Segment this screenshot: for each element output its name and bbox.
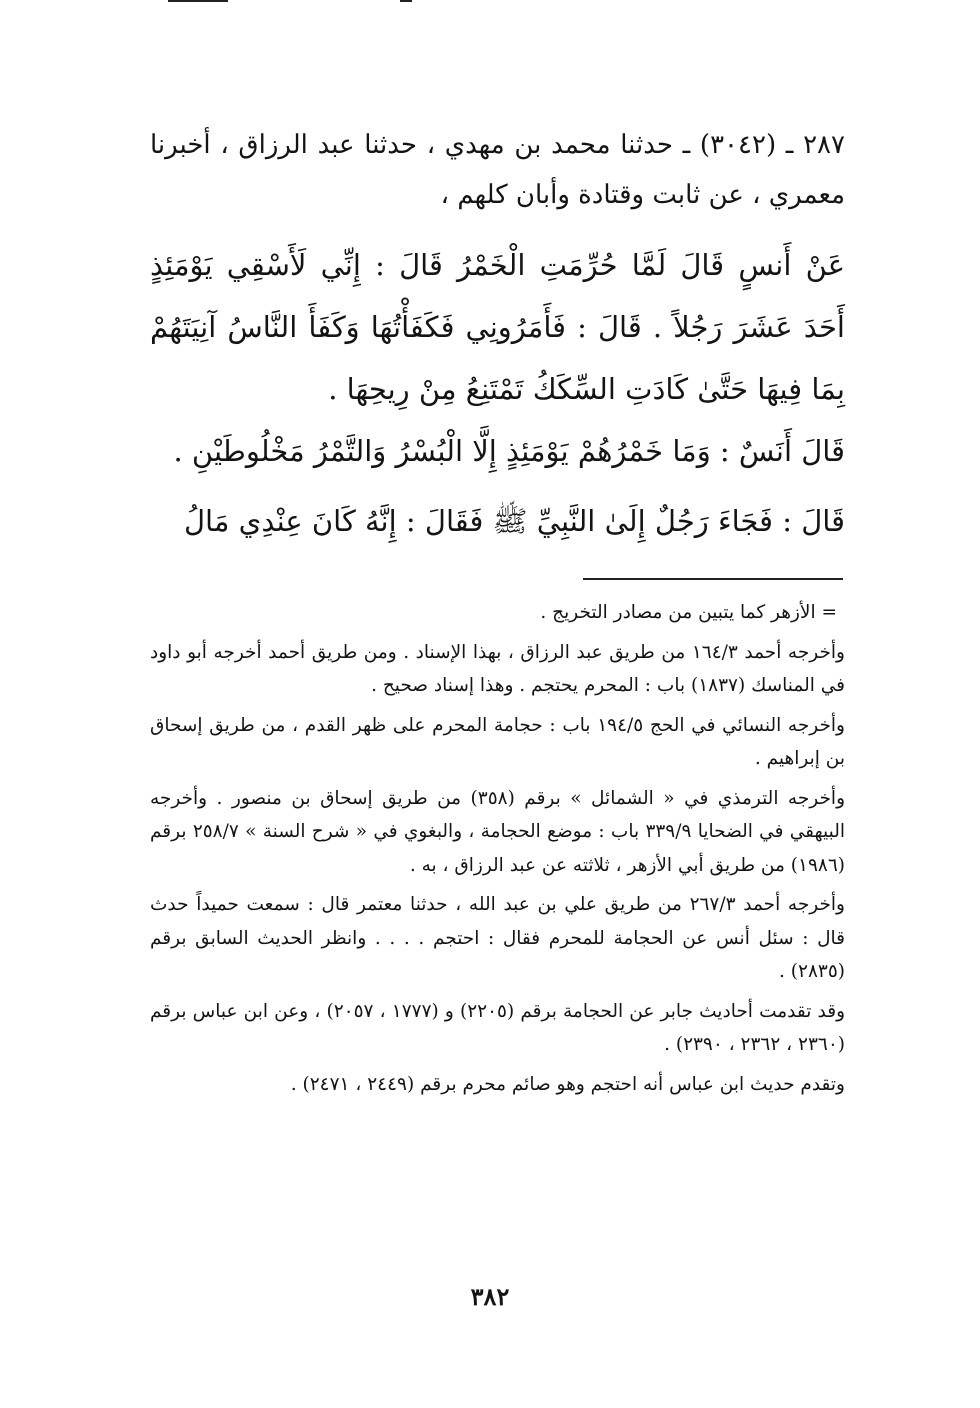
footnote-paragraph: وأخرجه الترمذي في « الشمائل » برقم (٣٥٨) من طريق إسحاق بن منصور . وأخرجه البيهقي في الضحايا ٣٣٩/٩ باب : موضع الحجامة ، والبغوي في « شرح السنة » ٢٥٨/٧ برقم (١٩٨٦) من طريق أبي الأزهر ، ثلاثته عن عبد الرزاق ، به .	[150, 787, 846, 876]
hadith-matn-paragraph: قَالَ أَنَسٌ : وَمَا خَمْرُهُمْ يَوْمَئِذٍ إِلَّا الْبُسْرُ وَالتَّمْرُ مَخْلُوطَيْنِ .	[173, 434, 845, 468]
footnote-paragraph: وتقدم حديث ابن عباس أنه احتجم وهو صائم محرم برقم (٢٤٤٩ ، ٢٤٧١) .	[290, 1073, 845, 1095]
footnote-paragraph: وأخرجه النسائي في الحج ١٩٤/٥ باب : حجامة المحرم على ظهر القدم ، من طريق إسحاق بن إبراهيم .	[150, 714, 845, 769]
top-edge-mark	[400, 0, 412, 2]
footnote-paragraph: وأخرجه أحمد ٢٦٧/٣ من طريق علي بن عبد الله ، حدثنا معتمر قال : سمعت حميداً حدث قال : سئل أنس عن الحجامة للمحرم فقال : احتجم . . . . وانظر الحديث السابق برقم (٢٨٣٥) .	[150, 894, 845, 982]
page-number: ٣٨٢	[470, 1282, 510, 1311]
footnote-paragraph: وقد تقدمت أحاديث جابر عن الحجامة برقم (٢٢٠٥) و (١٧٧٧ ، ٢٠٥٧) ، وعن ابن عباس برقم (٢٣٦٠ ، ٢٣٦٢ ، ٢٣٩٠) .	[150, 1000, 845, 1055]
hadith-block	[150, 120, 845, 560]
footnote-paragraph: وأخرجه أحمد ١٦٤/٣ من طريق عبد الرزاق ، بهذا الإسناد . ومن طريق أحمد أخرجه أبو داود في المناسك (١٨٣٧) باب : المحرم يحتجم . وهذا إسناد صحيح .	[150, 641, 845, 696]
hadith-matn-paragraph: عَنْ أَنسٍ قَالَ لَمَّا حُرِّمَتِ الْخَمْرُ قَالَ : إِنِّي لَأَسْقِي يَوْمَئِذٍ أَحَدَ عَشَرَ رَجُلاً . قَالَ : فَأَمَرُونِي فَكَفَأْتُهَا وَكَفَأَ النَّاسُ آنِيَتَهُمْ بِمَا فِيهَا حَتَّىٰ كَادَتِ السِّكَكُ تَمْتَنِعُ مِنْ رِيحِهَا .	[150, 248, 845, 406]
footnotes	[150, 596, 845, 1107]
hadith-matn-paragraph: قَالَ : فَجَاءَ رَجُلٌ إِلَىٰ النَّبِيِّ ﷺ فَقَالَ : إِنَّهُ كَانَ عِنْدِي مَالُ	[183, 504, 845, 538]
hadith-isnad: ٢٨٧ ـ (٣٠٤٢) ـ حدثنا محمد بن مهدي ، حدثنا عبد الرزاق ، أخبرنا معمري ، عن ثابت وقتادة وأبان كلهم ،	[150, 130, 845, 210]
footnote-continuation: = الأزهر كما يتبين من مصادر التخريج .	[540, 602, 837, 623]
top-edge-mark	[168, 0, 228, 2]
footnote-divider	[583, 578, 843, 580]
